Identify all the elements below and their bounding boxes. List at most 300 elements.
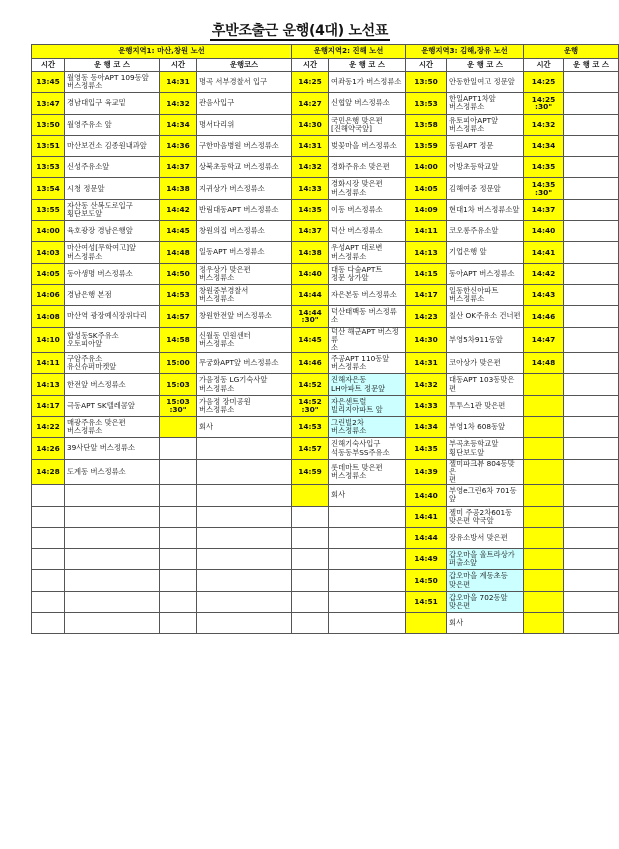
course-cell — [329, 506, 406, 527]
time-cell: 14:57 — [292, 438, 329, 459]
course-cell: 유토피아APT앞 버스정류소 — [447, 114, 524, 135]
time-cell — [524, 485, 564, 506]
course-cell — [197, 506, 292, 527]
time-cell: 14:48 — [160, 242, 197, 263]
course-cell: 여좌동1가 버스정류소 — [329, 72, 406, 93]
time-cell — [292, 549, 329, 570]
time-cell — [32, 506, 65, 527]
course-cell — [564, 417, 619, 438]
time-cell: 14:37 — [160, 157, 197, 178]
time-cell: 14:23 — [406, 306, 447, 327]
table-row — [32, 549, 619, 570]
time-cell: 14:33 — [406, 395, 447, 416]
time-cell: 14:27 — [292, 93, 329, 114]
time-cell: 14:51 — [406, 591, 447, 612]
course-cell: 경남대입구 육교밑 — [65, 93, 160, 114]
time-cell: 14:26 — [32, 438, 65, 459]
course-cell: 칠산 OK주유소 건너편 — [447, 306, 524, 327]
course-header: 운 행 코 스 — [447, 59, 524, 72]
course-cell — [329, 527, 406, 548]
time-cell: 14:17 — [406, 284, 447, 305]
region-2-header: 운행지역2: 진해 노선 — [292, 45, 406, 59]
time-cell: 13:45 — [32, 72, 65, 93]
table-row — [32, 353, 619, 374]
time-cell: 14:53 — [292, 417, 329, 438]
time-cell — [160, 613, 197, 634]
time-cell: 14:17 — [32, 395, 65, 416]
table-row — [32, 199, 619, 220]
time-cell — [32, 613, 65, 634]
course-cell: 마산보건소 김종원내과앞 — [65, 135, 160, 156]
table-row — [32, 135, 619, 156]
time-cell: 14:48 — [524, 353, 564, 374]
course-cell — [564, 284, 619, 305]
table-row — [32, 417, 619, 438]
time-cell — [160, 549, 197, 570]
course-cell: 합성동SK주유소 오토피아앞 — [65, 327, 160, 353]
table-row — [32, 506, 619, 527]
course-cell: 부영1차 608동앞 — [447, 417, 524, 438]
course-cell — [197, 438, 292, 459]
time-cell: 14:00 — [32, 221, 65, 242]
course-cell — [564, 527, 619, 548]
course-cell: 회사 — [329, 485, 406, 506]
time-cell: 14:38 — [292, 242, 329, 263]
time-cell — [160, 506, 197, 527]
table-row — [32, 221, 619, 242]
time-cell: 14:35 — [406, 438, 447, 459]
course-cell: 창원의집 버스정류소 — [197, 221, 292, 242]
table-row — [32, 459, 619, 485]
time-cell: 14:06 — [32, 284, 65, 305]
course-cell: 구암주유소 유신슈퍼마켓앞 — [65, 353, 160, 374]
time-cell: 14:46 — [524, 306, 564, 327]
time-cell: 14:35 — [292, 199, 329, 220]
time-cell: 14:25 :30" — [524, 93, 564, 114]
course-cell — [329, 570, 406, 591]
course-cell — [197, 459, 292, 485]
route-table-sheet — [31, 44, 609, 628]
table-row — [32, 93, 619, 114]
course-cell: 부곡초등학교앞 횡단보도앞 — [447, 438, 524, 459]
course-cell: 회사 — [447, 613, 524, 634]
time-cell: 14:49 — [406, 549, 447, 570]
course-cell: 구한마음병원 버스정류소 — [197, 135, 292, 156]
time-cell: 14:44 — [292, 284, 329, 305]
time-cell: 14:28 — [32, 459, 65, 485]
course-cell: 자은센트럴 빌리지아파트 앞 — [329, 395, 406, 416]
table-row — [32, 395, 619, 416]
time-header: 시간 — [292, 59, 329, 72]
course-cell: 우성APT 대로변 버스정류소 — [329, 242, 406, 263]
time-header: 시간 — [524, 59, 564, 72]
time-cell: 14:00 — [406, 157, 447, 178]
time-cell: 14:32 — [524, 114, 564, 135]
course-cell: 벚꽃마을 버스정류소 — [329, 135, 406, 156]
course-cell — [564, 114, 619, 135]
time-cell: 14:32 — [160, 93, 197, 114]
time-cell: 14:13 — [32, 374, 65, 395]
course-header: 운 행 코 스 — [564, 59, 619, 72]
time-cell: 14:03 — [32, 242, 65, 263]
table-row — [32, 327, 619, 353]
region-header-row — [32, 45, 619, 59]
time-cell: 15:00 — [160, 353, 197, 374]
time-cell: 13:58 — [406, 114, 447, 135]
route-table — [31, 44, 619, 634]
time-cell: 13:53 — [406, 93, 447, 114]
course-cell: 덕산태백동 버스정류소 — [329, 306, 406, 327]
table-row — [32, 374, 619, 395]
course-cell: 무궁화APT앞 버스정류소 — [197, 353, 292, 374]
page-title-text: 후반조출근 운행(4대) 노선표 — [211, 23, 389, 39]
course-cell: 동아APT 버스정류소 — [447, 263, 524, 284]
time-cell: 14:35 :30" — [524, 178, 564, 199]
course-cell: 젤미 주공2차601동 맞은편 약국앞 — [447, 506, 524, 527]
course-cell: 그린빌2차 버스정류소 — [329, 417, 406, 438]
time-cell: 15:03 — [160, 374, 197, 395]
time-cell: 14:53 — [160, 284, 197, 305]
time-cell: 14:30 — [292, 114, 329, 135]
time-cell: 14:13 — [406, 242, 447, 263]
time-cell: 14:40 — [292, 263, 329, 284]
course-cell: 롯데마트 맞은편 버스정류소 — [329, 459, 406, 485]
time-cell: 14:31 — [292, 135, 329, 156]
time-header: 시간 — [160, 59, 197, 72]
time-cell: 15:03 :30" — [160, 395, 197, 416]
time-cell: 14:34 — [524, 135, 564, 156]
time-cell: 14:42 — [524, 263, 564, 284]
time-cell: 14:11 — [32, 353, 65, 374]
time-cell: 14:11 — [406, 221, 447, 242]
time-cell: 14:25 — [292, 72, 329, 93]
course-cell — [197, 613, 292, 634]
time-cell: 14:40 — [524, 221, 564, 242]
course-cell — [564, 199, 619, 220]
time-cell — [160, 527, 197, 548]
course-cell: 창원한전앞 버스정류소 — [197, 306, 292, 327]
course-cell — [564, 570, 619, 591]
course-cell — [65, 506, 160, 527]
course-cell: 매광주유소 맞은편 버스정류소 — [65, 417, 160, 438]
time-cell — [292, 570, 329, 591]
course-cell — [564, 72, 619, 93]
course-cell: 기업은행 앞 — [447, 242, 524, 263]
course-cell: 덕산 버스정류소 — [329, 221, 406, 242]
course-cell: 월영동 동아APT 109동앞 버스정류소 — [65, 72, 160, 93]
time-cell: 14:22 — [32, 417, 65, 438]
time-cell: 13:47 — [32, 93, 65, 114]
time-cell — [524, 527, 564, 548]
time-cell: 14:37 — [292, 221, 329, 242]
time-cell — [524, 570, 564, 591]
time-cell: 14:32 — [406, 374, 447, 395]
course-cell — [564, 178, 619, 199]
time-cell — [32, 527, 65, 548]
time-cell: 13:50 — [32, 114, 65, 135]
course-cell: 진해기숙사입구 석동동부SS주유소 — [329, 438, 406, 459]
course-cell: 반림대동APT 버스정류소 — [197, 199, 292, 220]
time-cell: 14:44 — [406, 527, 447, 548]
course-cell: 도계동 버스정류소 — [65, 459, 160, 485]
time-cell — [160, 459, 197, 485]
course-cell: 동원APT 정문 — [447, 135, 524, 156]
region-3-header: 운행지역3: 김해,장유 노선 — [406, 45, 524, 59]
time-header: 시간 — [32, 59, 65, 72]
time-cell: 14:57 — [160, 306, 197, 327]
course-cell — [197, 549, 292, 570]
time-cell — [524, 549, 564, 570]
time-cell — [524, 438, 564, 459]
time-cell — [524, 459, 564, 485]
table-row — [32, 591, 619, 612]
course-cell — [564, 591, 619, 612]
time-cell — [32, 549, 65, 570]
course-cell — [564, 327, 619, 353]
course-cell: 마산여성[무학여고]앞 버스정류소 — [65, 242, 160, 263]
time-cell — [292, 613, 329, 634]
course-cell: 신월동 민원센터 버스정류소 — [197, 327, 292, 353]
time-cell — [160, 591, 197, 612]
course-cell — [65, 549, 160, 570]
time-cell: 14:33 — [292, 178, 329, 199]
time-cell — [524, 374, 564, 395]
time-cell — [524, 417, 564, 438]
table-row — [32, 438, 619, 459]
course-cell — [197, 591, 292, 612]
time-cell: 14:31 — [160, 72, 197, 93]
time-cell — [524, 506, 564, 527]
time-cell: 14:46 — [292, 353, 329, 374]
course-cell — [197, 570, 292, 591]
course-cell: 월영주유소 앞 — [65, 114, 160, 135]
course-cell: 한전앞 버스정류소 — [65, 374, 160, 395]
course-cell — [564, 613, 619, 634]
course-cell: 코아상가 맞은편 — [447, 353, 524, 374]
course-cell: 명서다리위 — [197, 114, 292, 135]
course-cell: 동아생명 버스정류소 — [65, 263, 160, 284]
time-cell: 14:34 — [160, 114, 197, 135]
time-cell: 14:37 — [524, 199, 564, 220]
course-cell: 부영e그린6차 701동앞 — [447, 485, 524, 506]
course-cell — [564, 353, 619, 374]
course-cell — [564, 459, 619, 485]
time-cell: 14:35 — [524, 157, 564, 178]
course-cell: 극동APT SK텔레콤앞 — [65, 395, 160, 416]
time-cell: 13:53 — [32, 157, 65, 178]
table-row — [32, 178, 619, 199]
time-cell: 13:51 — [32, 135, 65, 156]
table-row — [32, 613, 619, 634]
route-table-body — [32, 45, 619, 634]
course-cell: 명곡 서부경찰서 입구 — [197, 72, 292, 93]
course-cell — [564, 263, 619, 284]
time-cell: 14:08 — [32, 306, 65, 327]
time-cell — [292, 506, 329, 527]
time-cell — [524, 591, 564, 612]
table-row — [32, 72, 619, 93]
course-cell — [564, 221, 619, 242]
time-cell: 14:52 :30" — [292, 395, 329, 416]
course-cell: 갑오마을 울트라상가 퍼출소앞 — [447, 549, 524, 570]
time-cell: 14:15 — [406, 263, 447, 284]
course-cell: 코오롱주유소앞 — [447, 221, 524, 242]
course-cell: 가음정동 LG기숙사앞 버스정류소 — [197, 374, 292, 395]
course-cell: 상북초등학교 버스정류소 — [197, 157, 292, 178]
course-cell — [564, 506, 619, 527]
course-cell: 경화시장 맞은편 버스정류소 — [329, 178, 406, 199]
course-cell: 덕산 해군APT 버스정류 소 — [329, 327, 406, 353]
time-cell — [32, 485, 65, 506]
course-cell: 자은본동 버스정류소 — [329, 284, 406, 305]
table-row — [32, 527, 619, 548]
page-title — [0, 20, 600, 40]
time-cell: 14:05 — [32, 263, 65, 284]
course-cell: 투투스1관 맞은편 — [447, 395, 524, 416]
table-row — [32, 114, 619, 135]
course-cell: 국민은행 맞은편 [진해약국앞] — [329, 114, 406, 135]
table-row — [32, 157, 619, 178]
course-cell — [564, 395, 619, 416]
course-cell — [564, 438, 619, 459]
column-header-row — [32, 59, 619, 72]
time-cell: 13:50 — [406, 72, 447, 93]
time-cell — [292, 485, 329, 506]
course-cell — [564, 135, 619, 156]
course-cell — [197, 527, 292, 548]
course-cell — [564, 306, 619, 327]
time-cell: 14:39 — [406, 459, 447, 485]
time-cell: 13:54 — [32, 178, 65, 199]
time-cell: 14:44 :30" — [292, 306, 329, 327]
time-cell: 14:10 — [32, 327, 65, 353]
time-cell: 14:45 — [160, 221, 197, 242]
course-cell: 진해자은동 LH아파트 정문앞 — [329, 374, 406, 395]
course-cell — [564, 157, 619, 178]
course-cell: 젤미파크뷰 804동맞은 편 — [447, 459, 524, 485]
time-cell — [524, 613, 564, 634]
time-cell: 14:50 — [160, 263, 197, 284]
table-row — [32, 242, 619, 263]
time-cell: 13:55 — [32, 199, 65, 220]
course-header: 운 행 코 스 — [329, 59, 406, 72]
course-cell — [65, 570, 160, 591]
course-header: 운행코스 — [197, 59, 292, 72]
time-cell: 14:05 — [406, 178, 447, 199]
course-cell: 신성주유소앞 — [65, 157, 160, 178]
course-cell — [564, 485, 619, 506]
time-cell: 13:59 — [406, 135, 447, 156]
course-cell: 창원중부경찰서 버스정류소 — [197, 284, 292, 305]
course-cell — [197, 485, 292, 506]
course-cell: 한일APT1차앞 버스정류소 — [447, 93, 524, 114]
course-cell: 갑오마을 계동초등 맞은편 — [447, 570, 524, 591]
course-cell: 장유소방서 맞은편 — [447, 527, 524, 548]
course-cell: 김해여중 정문앞 — [447, 178, 524, 199]
course-cell: 경남은행 본점 — [65, 284, 160, 305]
region-1-header: 운행지역1: 마산,창원 노선 — [32, 45, 292, 59]
time-cell: 14:38 — [160, 178, 197, 199]
course-cell: 자산동 산복도로입구 횡단보도앞 — [65, 199, 160, 220]
time-cell — [160, 485, 197, 506]
course-cell — [65, 527, 160, 548]
course-cell — [564, 93, 619, 114]
course-cell: 가음정 장미공원 버스정류소 — [197, 395, 292, 416]
course-cell: 일동한신아파트 버스정류소 — [447, 284, 524, 305]
time-cell: 14:31 — [406, 353, 447, 374]
table-row — [32, 306, 619, 327]
course-cell — [65, 591, 160, 612]
time-cell: 14:47 — [524, 327, 564, 353]
course-cell — [564, 374, 619, 395]
time-cell — [160, 438, 197, 459]
time-cell: 14:41 — [524, 242, 564, 263]
course-cell — [329, 613, 406, 634]
course-cell — [329, 549, 406, 570]
time-cell: 14:43 — [524, 284, 564, 305]
course-cell — [329, 591, 406, 612]
time-cell: 14:52 — [292, 374, 329, 395]
course-cell — [65, 485, 160, 506]
time-cell: 14:30 — [406, 327, 447, 353]
course-cell: 관음사입구 — [197, 93, 292, 114]
time-cell — [32, 591, 65, 612]
course-cell: 회사 — [197, 417, 292, 438]
time-cell — [160, 417, 197, 438]
course-cell: 어방초등학교앞 — [447, 157, 524, 178]
table-row — [32, 284, 619, 305]
course-cell: 경화주유소 맞은편 — [329, 157, 406, 178]
time-cell: 14:34 — [406, 417, 447, 438]
time-header: 시간 — [406, 59, 447, 72]
course-cell: 일동APT 버스정류소 — [197, 242, 292, 263]
course-cell: 부영5차911동앞 — [447, 327, 524, 353]
course-cell: 지귀상가 버스정류소 — [197, 178, 292, 199]
course-cell: 정우상가 맞은편 버스정류소 — [197, 263, 292, 284]
course-cell: 마산역 광장예식장위다리 — [65, 306, 160, 327]
course-cell: 대동 다숲APT트 정문 상가앞 — [329, 263, 406, 284]
course-cell: 대동APT 103동맞은편 — [447, 374, 524, 395]
time-cell: 14:59 — [292, 459, 329, 485]
time-cell: 14:42 — [160, 199, 197, 220]
time-cell: 14:45 — [292, 327, 329, 353]
time-cell — [292, 591, 329, 612]
course-cell: 시청 정문앞 — [65, 178, 160, 199]
time-cell — [160, 570, 197, 591]
time-cell: 14:32 — [292, 157, 329, 178]
time-cell — [406, 613, 447, 634]
table-row — [32, 263, 619, 284]
region-4-header: 운행 — [524, 45, 619, 59]
table-row — [32, 485, 619, 506]
course-cell — [65, 613, 160, 634]
course-cell: 신협앞 버스정류소 — [329, 93, 406, 114]
time-cell: 14:41 — [406, 506, 447, 527]
time-cell — [32, 570, 65, 591]
course-cell: 현대1차 버스정류소앞 — [447, 199, 524, 220]
course-cell: 안동한일여고 정문앞 — [447, 72, 524, 93]
time-cell: 14:50 — [406, 570, 447, 591]
time-cell: 14:25 — [524, 72, 564, 93]
time-cell — [292, 527, 329, 548]
course-cell: 주공APT 110동앞 버스정류소 — [329, 353, 406, 374]
course-cell — [564, 549, 619, 570]
course-header: 운 행 코 스 — [65, 59, 160, 72]
course-cell: 갑오마을 702동앞 맞은편 — [447, 591, 524, 612]
time-cell: 14:36 — [160, 135, 197, 156]
time-cell: 14:40 — [406, 485, 447, 506]
course-cell: 육호광장 경남은행앞 — [65, 221, 160, 242]
